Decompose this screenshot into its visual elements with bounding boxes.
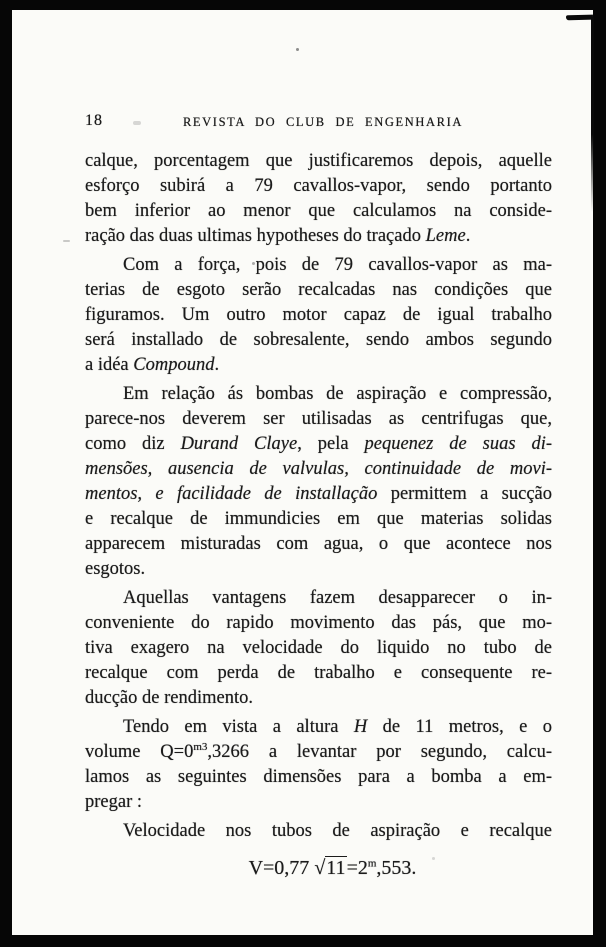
text-segment: permittem a sucção [377, 484, 552, 504]
text-line [85, 407, 552, 432]
text-line [85, 353, 552, 378]
text-line [85, 507, 552, 532]
text-segment: ,3266 a levantar por segundo, calcu- [207, 742, 552, 762]
scan-speck [432, 857, 435, 860]
text-line [85, 765, 552, 790]
text-line [85, 278, 552, 303]
text-line [85, 224, 552, 249]
text-line [85, 661, 552, 686]
text-segment: de 11 metros, e o [367, 717, 552, 737]
text-line [85, 303, 552, 328]
text-segment: apparecem misturadas com agua, o que acontece nos [85, 534, 552, 554]
text-segment: esforço subirá a 79 cavallos-vapor, sendo portanto [85, 176, 552, 196]
text-line [85, 636, 552, 661]
text-segment: volume Q=0 [85, 742, 194, 762]
paragraph [85, 149, 552, 249]
text-line [85, 199, 552, 224]
formula-decimals: ,553. [376, 857, 417, 879]
text-segment: figuramos. Um outro motor capaz de igual trabalho [85, 305, 552, 325]
text-segment: Tendo em vista a altura [123, 717, 354, 737]
text-segment: conveniente do rapido movimento das pás, que mo- [85, 613, 552, 633]
text-line [85, 328, 552, 353]
text-segment: ração das duas ultimas hypotheses do traçado [85, 226, 426, 246]
text-line [85, 457, 552, 482]
text-line [85, 482, 552, 507]
text-segment: tiva exagero na velocidade do liquido no tubo de [85, 638, 552, 658]
text-segment: lamos as seguintes dimensões para a bomba a em- [85, 767, 552, 787]
scan-artifact-hook [566, 15, 593, 21]
text-line [85, 586, 552, 611]
text-segment: recalque com perda de trabalho e consequente re- [85, 663, 552, 683]
formula-equals: =2 [346, 857, 368, 879]
scan-speck [63, 240, 70, 242]
text-segment: parece-nos deverem ser utilisadas as centrifugas que, [85, 409, 552, 429]
velocity-formula [85, 857, 552, 880]
text-segment: . [214, 355, 220, 375]
italic-text: pequenez de suas di- [364, 434, 553, 454]
scan-speck [133, 121, 141, 125]
italic-text: Compound [133, 355, 215, 375]
text-line [85, 819, 552, 844]
scan-artifact-edge-line [591, 17, 594, 212]
journal-title: REVISTA DO CLUB DE ENGENHARIA [183, 115, 463, 129]
text-line [85, 740, 552, 765]
text-segment: Velocidade nos tubos de aspiração e recalque [123, 821, 552, 841]
text-line [85, 382, 552, 407]
italic-text: mensões, ausencia de valvulas, continuidade de movi- [85, 459, 552, 479]
superscript-text: m3 [193, 740, 208, 753]
paragraph [85, 819, 552, 844]
square-root-icon: √ [314, 857, 326, 879]
text-segment: Em relação ás bombas de aspiração e compressão, [123, 384, 552, 404]
formula-superscript: m [367, 857, 377, 870]
scan-speck [252, 262, 255, 265]
text-segment: a idéa [85, 355, 134, 375]
text-segment: Com a força, pois de 79 cavallos-vapor as ma- [123, 255, 552, 275]
paragraph [85, 586, 552, 711]
italic-text: H [353, 717, 368, 737]
text-segment: ducção de rendimento. [85, 688, 253, 708]
text-line [85, 532, 552, 557]
text-line [85, 432, 552, 457]
paper [12, 10, 593, 935]
text-segment: , pela [297, 434, 365, 454]
text-segment: esgotos. [85, 559, 146, 579]
text-line [85, 557, 552, 582]
text-line [85, 253, 552, 278]
page-body [85, 149, 552, 844]
text-segment: bem inferior ao menor que calculamos na conside- [85, 201, 552, 221]
italic-text: Durand Claye [180, 434, 298, 454]
formula-coefficient: V=0,77 [248, 857, 310, 879]
paragraph [85, 253, 552, 378]
text-segment: . [465, 226, 471, 246]
text-segment: será installado de sobresalente, sendo ambos segundo [85, 330, 552, 350]
text-line [85, 174, 552, 199]
scan-speck [296, 48, 299, 51]
italic-text: mentos, e facilidade de installação [85, 484, 378, 504]
page-header [85, 112, 553, 132]
text-line [85, 611, 552, 636]
paragraph [85, 382, 552, 582]
formula-radicand: 11 [326, 857, 346, 879]
page-number: 18 [85, 112, 103, 129]
text-segment: Aquellas vantagens fazem desapparecer o in- [123, 588, 552, 608]
text-line [85, 686, 552, 711]
italic-text: Leme [425, 226, 466, 246]
text-line [85, 149, 552, 174]
text-segment: como diz [85, 434, 181, 454]
text-line [85, 715, 552, 740]
text-segment: e recalque de immundicies em que materias solidas [85, 509, 552, 529]
text-segment: pregar : [85, 792, 143, 812]
text-line [85, 790, 552, 815]
text-segment: calque, porcentagem que justificaremos depois, aquelle [85, 151, 552, 171]
text-segment: terias de esgoto serão recalcadas nas condições que [85, 280, 552, 300]
paragraph [85, 715, 552, 815]
